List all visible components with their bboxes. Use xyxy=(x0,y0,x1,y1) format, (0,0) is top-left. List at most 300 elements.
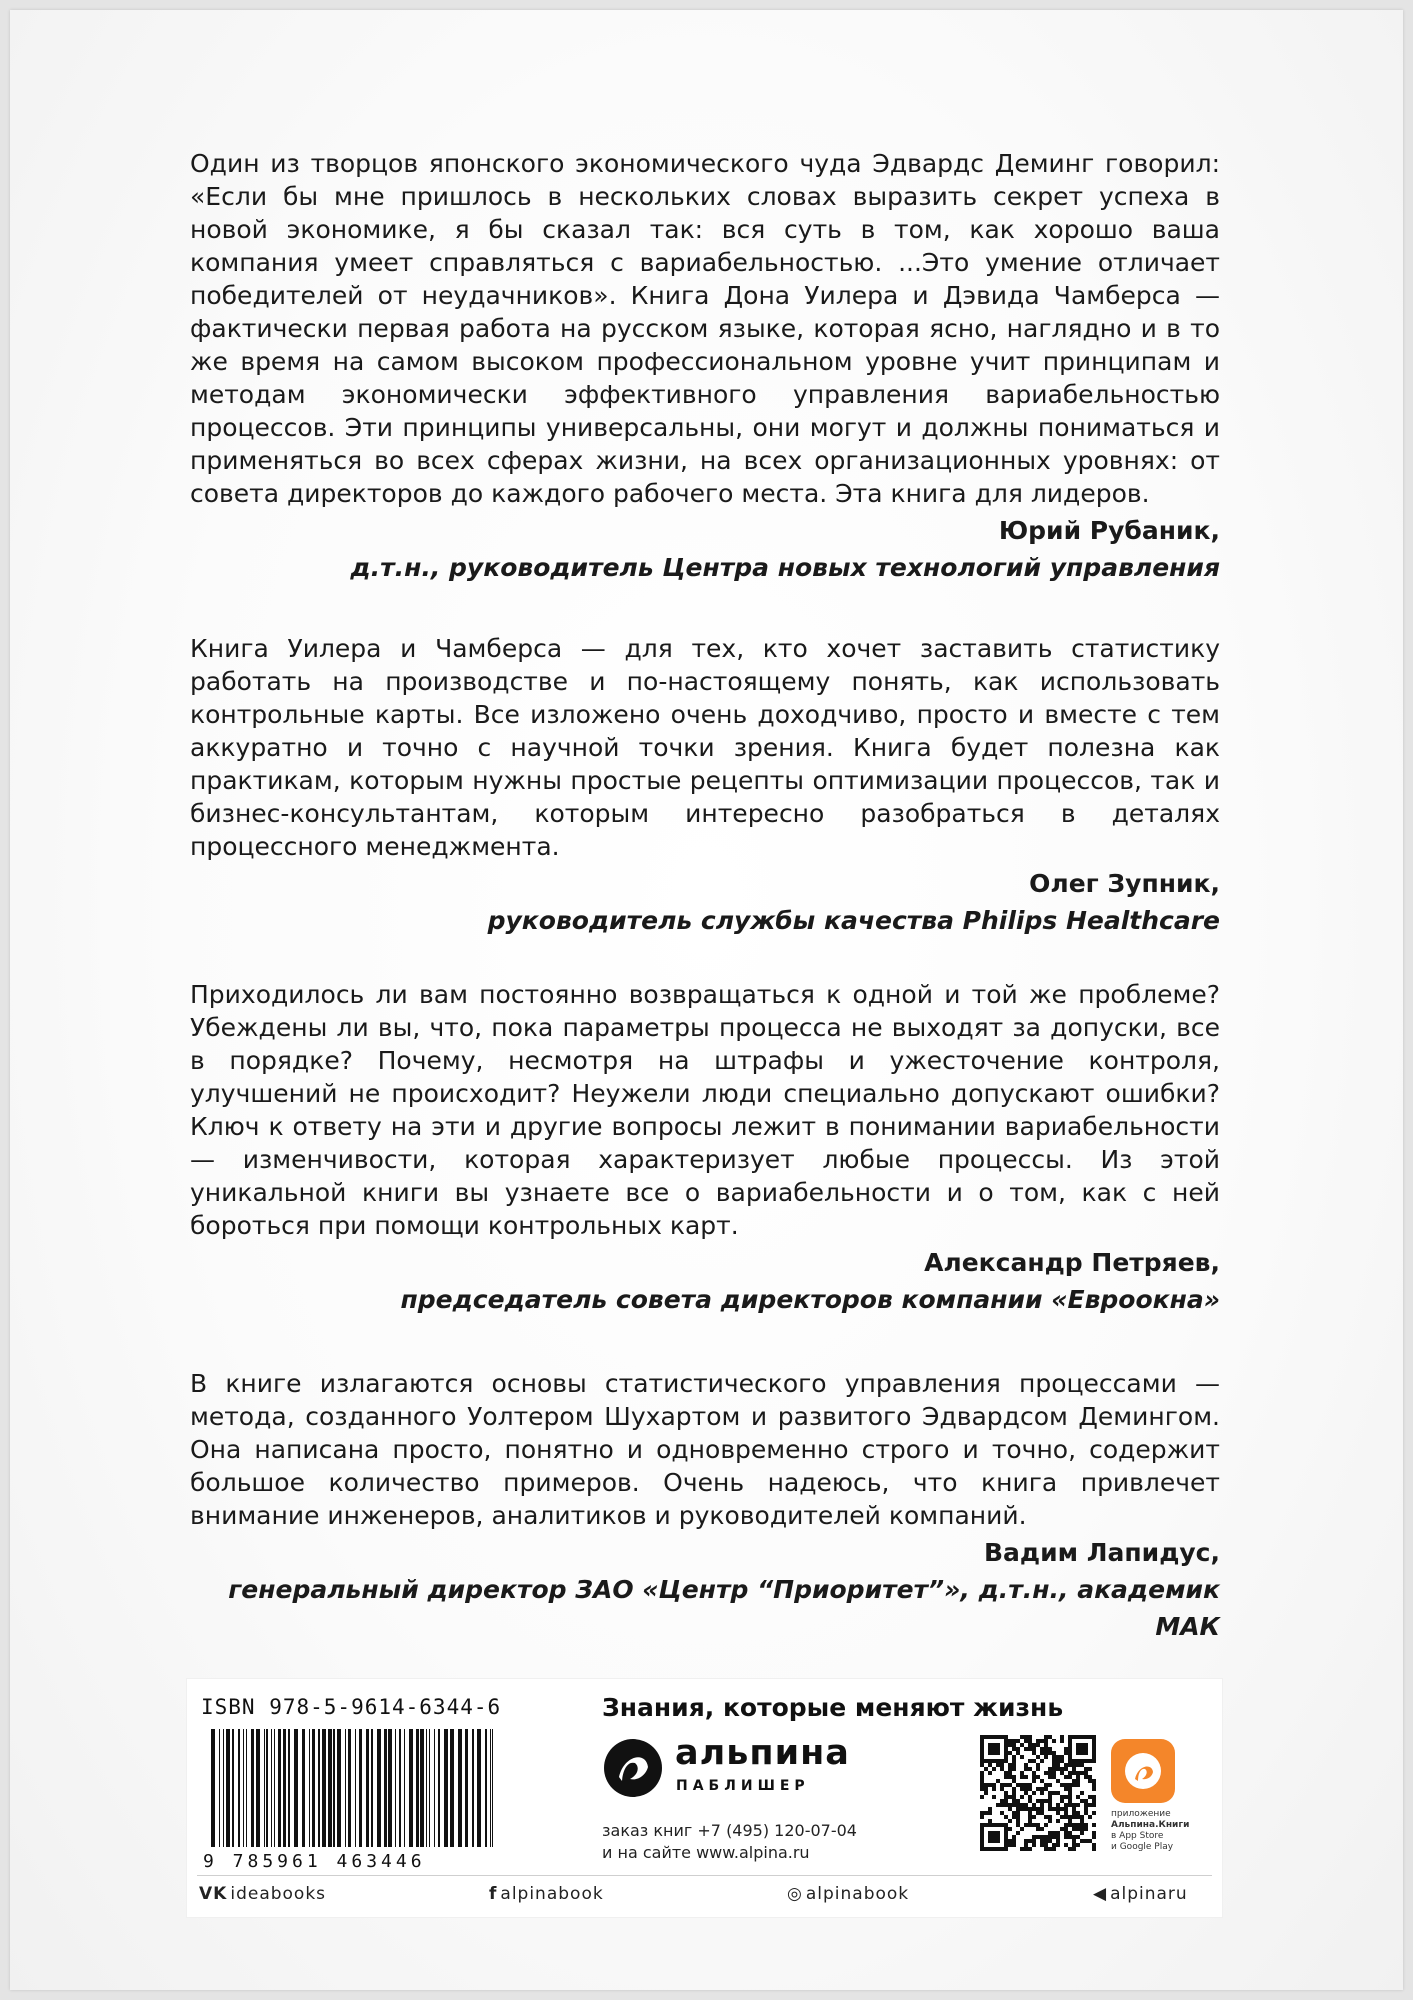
qr-module xyxy=(992,1743,996,1747)
qr-module xyxy=(1080,1819,1084,1823)
social-link-facebook[interactable] xyxy=(489,1884,604,1904)
qr-module xyxy=(1032,1743,1036,1747)
qr-module xyxy=(980,1839,984,1843)
isbn-label: ISBN 978-5-9614-6344-6 xyxy=(201,1695,502,1719)
qr-module xyxy=(1056,1779,1060,1783)
qr-module xyxy=(1092,1779,1096,1783)
qr-module xyxy=(1016,1747,1020,1751)
review-text: В книге излагаются основы статистического управления процессами — метода, созданного Уолтером Шухартом и развитого Эдвардсом Демингом. Она написана просто, понятно и одновременно строго и точно, содержит большое количество примеров. Очень надеюсь, что книга привлечет внимание инженеров, аналитиков и руководителей компаний. xyxy=(190,1369,1220,1530)
qr-module xyxy=(1028,1747,1032,1751)
qr-module xyxy=(1036,1811,1040,1815)
qr-module xyxy=(1032,1843,1036,1847)
qr-module xyxy=(1084,1767,1088,1771)
qr-module xyxy=(1076,1811,1080,1815)
qr-module xyxy=(1064,1843,1068,1847)
barcode-bar xyxy=(345,1729,346,1847)
qr-module xyxy=(1028,1815,1032,1819)
qr-module xyxy=(988,1747,992,1751)
qr-module xyxy=(1016,1807,1020,1811)
qr-module xyxy=(1004,1735,1008,1739)
qr-module xyxy=(1044,1823,1048,1827)
qr-module xyxy=(1036,1763,1040,1767)
qr-module xyxy=(1032,1775,1036,1779)
barcode-bar xyxy=(472,1729,474,1847)
qr-module xyxy=(980,1795,984,1799)
app-caption: приложение xyxy=(1111,1809,1171,1819)
qr-module xyxy=(996,1823,1000,1827)
qr-module xyxy=(1084,1751,1088,1755)
qr-module xyxy=(1092,1835,1096,1839)
qr-module xyxy=(1012,1787,1016,1791)
qr-module xyxy=(1048,1819,1052,1823)
qr-module xyxy=(1048,1815,1052,1819)
qr-module xyxy=(1008,1771,1012,1775)
qr-module xyxy=(1000,1783,1004,1787)
qr-module xyxy=(1056,1803,1060,1807)
qr-module xyxy=(1080,1839,1084,1843)
qr-module xyxy=(996,1751,1000,1755)
qr-module xyxy=(1040,1791,1044,1795)
qr-module xyxy=(1092,1795,1096,1799)
qr-module xyxy=(996,1743,1000,1747)
barcode-bar xyxy=(450,1729,454,1847)
qr-module xyxy=(1040,1751,1044,1755)
social-link-telegram[interactable] xyxy=(1093,1884,1188,1904)
qr-module xyxy=(1004,1755,1008,1759)
qr-module xyxy=(1004,1823,1008,1827)
order-site: и на сайте www.alpina.ru xyxy=(602,1843,810,1862)
qr-module xyxy=(996,1847,1000,1851)
qr-module xyxy=(1044,1783,1048,1787)
qr-module xyxy=(1076,1823,1080,1827)
qr-module xyxy=(1088,1775,1092,1779)
qr-module xyxy=(1080,1771,1084,1775)
qr-module xyxy=(1064,1823,1068,1827)
qr-module xyxy=(1080,1763,1084,1767)
qr-module xyxy=(1084,1747,1088,1751)
qr-module xyxy=(1024,1843,1028,1847)
qr-module xyxy=(1076,1771,1080,1775)
qr-module xyxy=(988,1839,992,1843)
qr-module xyxy=(1088,1779,1092,1783)
qr-module xyxy=(1068,1847,1072,1851)
qr-module xyxy=(1080,1735,1084,1739)
qr-module xyxy=(1004,1827,1008,1831)
qr-module xyxy=(980,1747,984,1751)
qr-module xyxy=(992,1831,996,1835)
qr-module xyxy=(1060,1735,1064,1739)
barcode-bar xyxy=(490,1729,491,1847)
qr-module xyxy=(1048,1847,1052,1851)
qr-module xyxy=(1040,1835,1044,1839)
qr-module xyxy=(980,1835,984,1839)
review-block xyxy=(190,147,1220,586)
qr-module xyxy=(1032,1803,1036,1807)
review-signature xyxy=(190,1244,1220,1318)
qr-module xyxy=(1040,1799,1044,1803)
qr-module xyxy=(1016,1751,1020,1755)
qr-module xyxy=(1072,1771,1076,1775)
qr-module xyxy=(996,1835,1000,1839)
qr-module xyxy=(1044,1835,1048,1839)
qr-module xyxy=(1068,1831,1072,1835)
qr-module xyxy=(1052,1759,1056,1763)
qr-module xyxy=(984,1847,988,1851)
barcode-bar xyxy=(219,1729,220,1847)
qr-module xyxy=(1020,1803,1024,1807)
qr-module xyxy=(1040,1787,1044,1791)
qr-module xyxy=(1028,1767,1032,1771)
qr-module xyxy=(1008,1803,1012,1807)
review-author: Александр Петряев, xyxy=(924,1248,1220,1277)
qr-module xyxy=(996,1735,1000,1739)
qr-module xyxy=(1076,1775,1080,1779)
barcode-bar xyxy=(384,1729,387,1847)
qr-module xyxy=(992,1835,996,1839)
qr-module xyxy=(1072,1847,1076,1851)
barcode-bar xyxy=(312,1729,315,1847)
social-link-instagram[interactable] xyxy=(787,1884,909,1904)
qr-module xyxy=(1012,1763,1016,1767)
qr-module xyxy=(1068,1775,1072,1779)
qr-module xyxy=(1088,1803,1092,1807)
qr-module xyxy=(992,1847,996,1851)
qr-module xyxy=(1092,1755,1096,1759)
qr-module xyxy=(1004,1803,1008,1807)
qr-module xyxy=(992,1787,996,1791)
qr-module xyxy=(1000,1767,1004,1771)
qr-module xyxy=(984,1787,988,1791)
qr-module xyxy=(1000,1847,1004,1851)
qr-module xyxy=(988,1819,992,1823)
qr-module xyxy=(1076,1759,1080,1763)
qr-module xyxy=(980,1735,984,1739)
social-handle: ideabooks xyxy=(230,1884,327,1904)
qr-module xyxy=(1024,1767,1028,1771)
qr-module xyxy=(1016,1815,1020,1819)
telegram-icon: ◀ xyxy=(1093,1884,1108,1904)
qr-module xyxy=(1052,1831,1056,1835)
qr-module xyxy=(1028,1847,1032,1851)
qr-module xyxy=(1024,1791,1028,1795)
qr-module xyxy=(984,1811,988,1815)
qr-module xyxy=(980,1771,984,1775)
qr-module xyxy=(1020,1787,1024,1791)
barcode-bar xyxy=(485,1729,487,1847)
barcode-bar xyxy=(492,1729,493,1847)
barcode-bar xyxy=(243,1729,244,1847)
barcode-bar xyxy=(232,1729,234,1847)
qr-module xyxy=(1088,1839,1092,1843)
qr-module xyxy=(1008,1743,1012,1747)
barcode-bar xyxy=(246,1729,247,1847)
qr-module xyxy=(1076,1743,1080,1747)
qr-module xyxy=(1068,1823,1072,1827)
qr-module xyxy=(1076,1835,1080,1839)
qr-module xyxy=(1060,1759,1064,1763)
qr-module xyxy=(1076,1843,1080,1847)
qr-module xyxy=(1092,1843,1096,1847)
qr-module xyxy=(1076,1747,1080,1751)
qr-module xyxy=(996,1763,1000,1767)
qr-module xyxy=(1068,1763,1072,1767)
qr-module xyxy=(1004,1835,1008,1839)
qr-module xyxy=(1072,1803,1076,1807)
qr-module xyxy=(1076,1751,1080,1755)
qr-module xyxy=(1036,1743,1040,1747)
qr-module xyxy=(988,1807,992,1811)
qr-module xyxy=(1056,1763,1060,1767)
qr-module xyxy=(1016,1783,1020,1787)
qr-module xyxy=(988,1811,992,1815)
qr-module xyxy=(988,1763,992,1767)
barcode-bar xyxy=(271,1729,272,1847)
qr-module xyxy=(1068,1799,1072,1803)
barcode-bar xyxy=(278,1729,281,1847)
qr-module xyxy=(1052,1771,1056,1775)
qr-module xyxy=(988,1735,992,1739)
qr-module xyxy=(984,1791,988,1795)
qr-module xyxy=(988,1743,992,1747)
qr-module xyxy=(1072,1763,1076,1767)
qr-module xyxy=(1004,1795,1008,1799)
qr-module xyxy=(1052,1791,1056,1795)
social-link-vk[interactable] xyxy=(199,1884,326,1904)
barcode-bar xyxy=(409,1729,413,1847)
qr-module xyxy=(980,1815,984,1819)
qr-module xyxy=(1092,1759,1096,1763)
qr-module xyxy=(980,1755,984,1759)
qr-module xyxy=(1020,1775,1024,1779)
qr-module xyxy=(992,1735,996,1739)
qr-module xyxy=(1012,1839,1016,1843)
vk-icon: VK xyxy=(199,1884,228,1904)
qr-module xyxy=(1024,1739,1028,1743)
qr-module xyxy=(984,1783,988,1787)
qr-module xyxy=(1060,1799,1064,1803)
qr-module xyxy=(996,1831,1000,1835)
qr-module xyxy=(1080,1791,1084,1795)
qr-module xyxy=(1092,1811,1096,1815)
barcode-bar xyxy=(283,1729,286,1847)
barcode-bar xyxy=(274,1729,275,1847)
qr-module xyxy=(1008,1843,1012,1847)
qr-module xyxy=(1072,1735,1076,1739)
qr-module xyxy=(1056,1755,1060,1759)
qr-module xyxy=(1084,1771,1088,1775)
qr-module xyxy=(1032,1759,1036,1763)
qr-module xyxy=(1088,1815,1092,1819)
review-text: Книга Уилера и Чамберса — для тех, кто хочет заставить статистику работать на производстве и по-настоящему понять, как использовать контрольные карты. Все изложено очень доходчиво, просто и вместе с тем аккуратно и точно с научной точки зрения. Книга будет полезна как практикам, которым нужны простые рецепты оптимизации процессов, так и бизнес-консультантам, которым интересно разобраться в деталях процессного менеджмента. xyxy=(190,634,1220,861)
qr-module xyxy=(1008,1839,1012,1843)
qr-module xyxy=(1060,1755,1064,1759)
qr-module xyxy=(1012,1747,1016,1751)
qr-module xyxy=(992,1747,996,1751)
qr-module xyxy=(1020,1795,1024,1799)
qr-module xyxy=(1036,1807,1040,1811)
review-block xyxy=(190,978,1220,1318)
qr-module xyxy=(1076,1827,1080,1831)
qr-module xyxy=(1088,1759,1092,1763)
qr-module xyxy=(980,1823,984,1827)
qr-module xyxy=(1036,1799,1040,1803)
qr-module xyxy=(1032,1791,1036,1795)
qr-module xyxy=(1044,1743,1048,1747)
qr-module xyxy=(1012,1775,1016,1779)
qr-module xyxy=(1004,1791,1008,1795)
qr-module xyxy=(1080,1823,1084,1827)
qr-module xyxy=(980,1751,984,1755)
qr-module xyxy=(1040,1759,1044,1763)
qr-module xyxy=(1080,1751,1084,1755)
qr-module xyxy=(1036,1755,1040,1759)
qr-module xyxy=(1048,1839,1052,1843)
qr-module xyxy=(1064,1811,1068,1815)
qr-module xyxy=(1040,1739,1044,1743)
qr-module xyxy=(1072,1783,1076,1787)
qr-module xyxy=(1020,1827,1024,1831)
qr-module xyxy=(1084,1775,1088,1779)
qr-module xyxy=(1028,1839,1032,1843)
qr-module xyxy=(1004,1847,1008,1851)
qr-module xyxy=(980,1759,984,1763)
review-author-position: д.т.н., руководитель Центра новых технологий управления xyxy=(350,553,1220,582)
barcode-bar xyxy=(458,1729,462,1847)
review-text: Один из творцов японского экономического чуда Эдвардс Деминг говорил: «Если бы мне пришлось в нескольких словах выразить секрет успеха в новой экономике, я бы сказал так: вся суть в том, как хорошо ваша компания умеет справляться с вариабельностью. ...Это умение отличает победителей от неудачников». Книга Дона Уилера и Дэвида Чамберса — фактически первая работа на русском языке, которая ясно, наглядно и в то же время на самом высоком профессиональном уровне учит принципам и методам экономически эффективного управления вариабельностью процессов. Эти принципы универсальны, они могут и должны пониматься и применяться во всех сферах жизни, на всех организационных уровнях: от совета директоров до каждого рабочего места. Эта книга для лидеров. xyxy=(190,149,1220,508)
qr-module xyxy=(1060,1795,1064,1799)
review-author: Юрий Рубаник, xyxy=(998,516,1220,545)
qr-module xyxy=(1064,1767,1068,1771)
qr-module xyxy=(1000,1823,1004,1827)
qr-module xyxy=(988,1823,992,1827)
barcode-bar xyxy=(359,1729,362,1847)
qr-module xyxy=(1028,1743,1032,1747)
qr-module xyxy=(1040,1839,1044,1843)
barcode-bar xyxy=(226,1729,230,1847)
qr-module xyxy=(1052,1751,1056,1755)
qr-module xyxy=(1076,1815,1080,1819)
qr-module xyxy=(1068,1743,1072,1747)
qr-module xyxy=(996,1759,1000,1763)
qr-module xyxy=(1048,1775,1052,1779)
qr-module xyxy=(1076,1795,1080,1799)
qr-module xyxy=(1016,1799,1020,1803)
facebook-icon: f xyxy=(489,1884,498,1904)
qr-module xyxy=(1032,1839,1036,1843)
qr-module xyxy=(1092,1787,1096,1791)
qr-module xyxy=(1040,1807,1044,1811)
qr-module xyxy=(1068,1751,1072,1755)
review-signature xyxy=(190,865,1220,939)
qr-module xyxy=(1084,1807,1088,1811)
qr-module xyxy=(1092,1783,1096,1787)
social-handle: alpinabook xyxy=(500,1884,604,1904)
qr-module xyxy=(1008,1767,1012,1771)
qr-module xyxy=(1064,1751,1068,1755)
qr-module xyxy=(1076,1803,1080,1807)
qr-module xyxy=(996,1747,1000,1751)
barcode-bar xyxy=(420,1729,424,1847)
qr-module xyxy=(1068,1803,1072,1807)
qr-module xyxy=(1008,1827,1012,1831)
qr-module xyxy=(1056,1759,1060,1763)
qr-module xyxy=(1064,1803,1068,1807)
qr-module xyxy=(1048,1751,1052,1755)
qr-module xyxy=(1008,1775,1012,1779)
barcode-bar xyxy=(294,1729,298,1847)
barcode-bar xyxy=(426,1729,427,1847)
social-handle: alpinaru xyxy=(1110,1884,1188,1904)
qr-module xyxy=(1084,1803,1088,1807)
qr-module xyxy=(992,1751,996,1755)
qr-module xyxy=(1032,1747,1036,1751)
social-handle: alpinabook xyxy=(805,1884,910,1904)
qr-module xyxy=(1056,1843,1060,1847)
qr-module xyxy=(988,1751,992,1755)
qr-module xyxy=(1068,1791,1072,1795)
qr-module xyxy=(1000,1811,1004,1815)
qr-module xyxy=(1060,1771,1064,1775)
review-text: Приходилось ли вам постоянно возвращаться к одной и той же проблеме? Убеждены ли вы, что, пока параметры процесса не выходят за допуски, все в порядке? Почему, несмотря на штрафы и ужесточение контроля, улучшений не происходит? Неужели люди специально допускают ошибки? Ключ к ответу на эти и другие вопросы лежит в понимании вариабельности — изменчивости, которая характеризует любые процессы. Из этой уникальной книги вы узнаете все о вариабельности и о том, как с ней бороться при помощи контрольных карт. xyxy=(190,980,1220,1240)
footer-divider xyxy=(197,1875,1212,1876)
qr-module xyxy=(1064,1747,1068,1751)
barcode xyxy=(207,1729,507,1849)
qr-module xyxy=(1000,1759,1004,1763)
qr-module xyxy=(1004,1739,1008,1743)
qr-module xyxy=(980,1831,984,1835)
qr-module xyxy=(980,1811,984,1815)
qr-module xyxy=(1052,1767,1056,1771)
qr-module xyxy=(1012,1739,1016,1743)
qr-module xyxy=(1064,1831,1068,1835)
qr-module xyxy=(1084,1827,1088,1831)
qr-module xyxy=(1020,1807,1024,1811)
qr-module xyxy=(1052,1763,1056,1767)
qr-module xyxy=(1068,1783,1072,1787)
qr-module xyxy=(1040,1827,1044,1831)
qr-module xyxy=(1048,1771,1052,1775)
qr-module xyxy=(1008,1751,1012,1755)
app-store-text: в App Store xyxy=(1111,1831,1164,1841)
qr-module xyxy=(996,1779,1000,1783)
review-author: Вадим Лапидус, xyxy=(984,1538,1220,1567)
barcode-bar xyxy=(211,1729,215,1847)
barcode-bar xyxy=(337,1729,341,1847)
qr-module xyxy=(1092,1823,1096,1827)
qr-module xyxy=(984,1823,988,1827)
qr-module xyxy=(992,1839,996,1843)
order-phone: заказ книг +7 (495) 120-07-04 xyxy=(602,1821,857,1840)
qr-module xyxy=(1072,1827,1076,1831)
qr-module xyxy=(1012,1811,1016,1815)
barcode-bar xyxy=(348,1729,351,1847)
qr-module xyxy=(992,1767,996,1771)
barcode-bar xyxy=(328,1729,332,1847)
qr-module xyxy=(1004,1759,1008,1763)
qr-module xyxy=(1060,1807,1064,1811)
qr-module xyxy=(1012,1759,1016,1763)
qr-module xyxy=(1072,1807,1076,1811)
barcode-bar xyxy=(404,1729,405,1847)
barcode-bar xyxy=(318,1729,320,1847)
qr-module xyxy=(1044,1799,1048,1803)
qr-module xyxy=(1088,1735,1092,1739)
qr-module xyxy=(1016,1831,1020,1835)
qr-module xyxy=(980,1739,984,1743)
qr-module xyxy=(1024,1747,1028,1751)
qr-module xyxy=(1048,1807,1052,1811)
qr-module xyxy=(1068,1735,1072,1739)
